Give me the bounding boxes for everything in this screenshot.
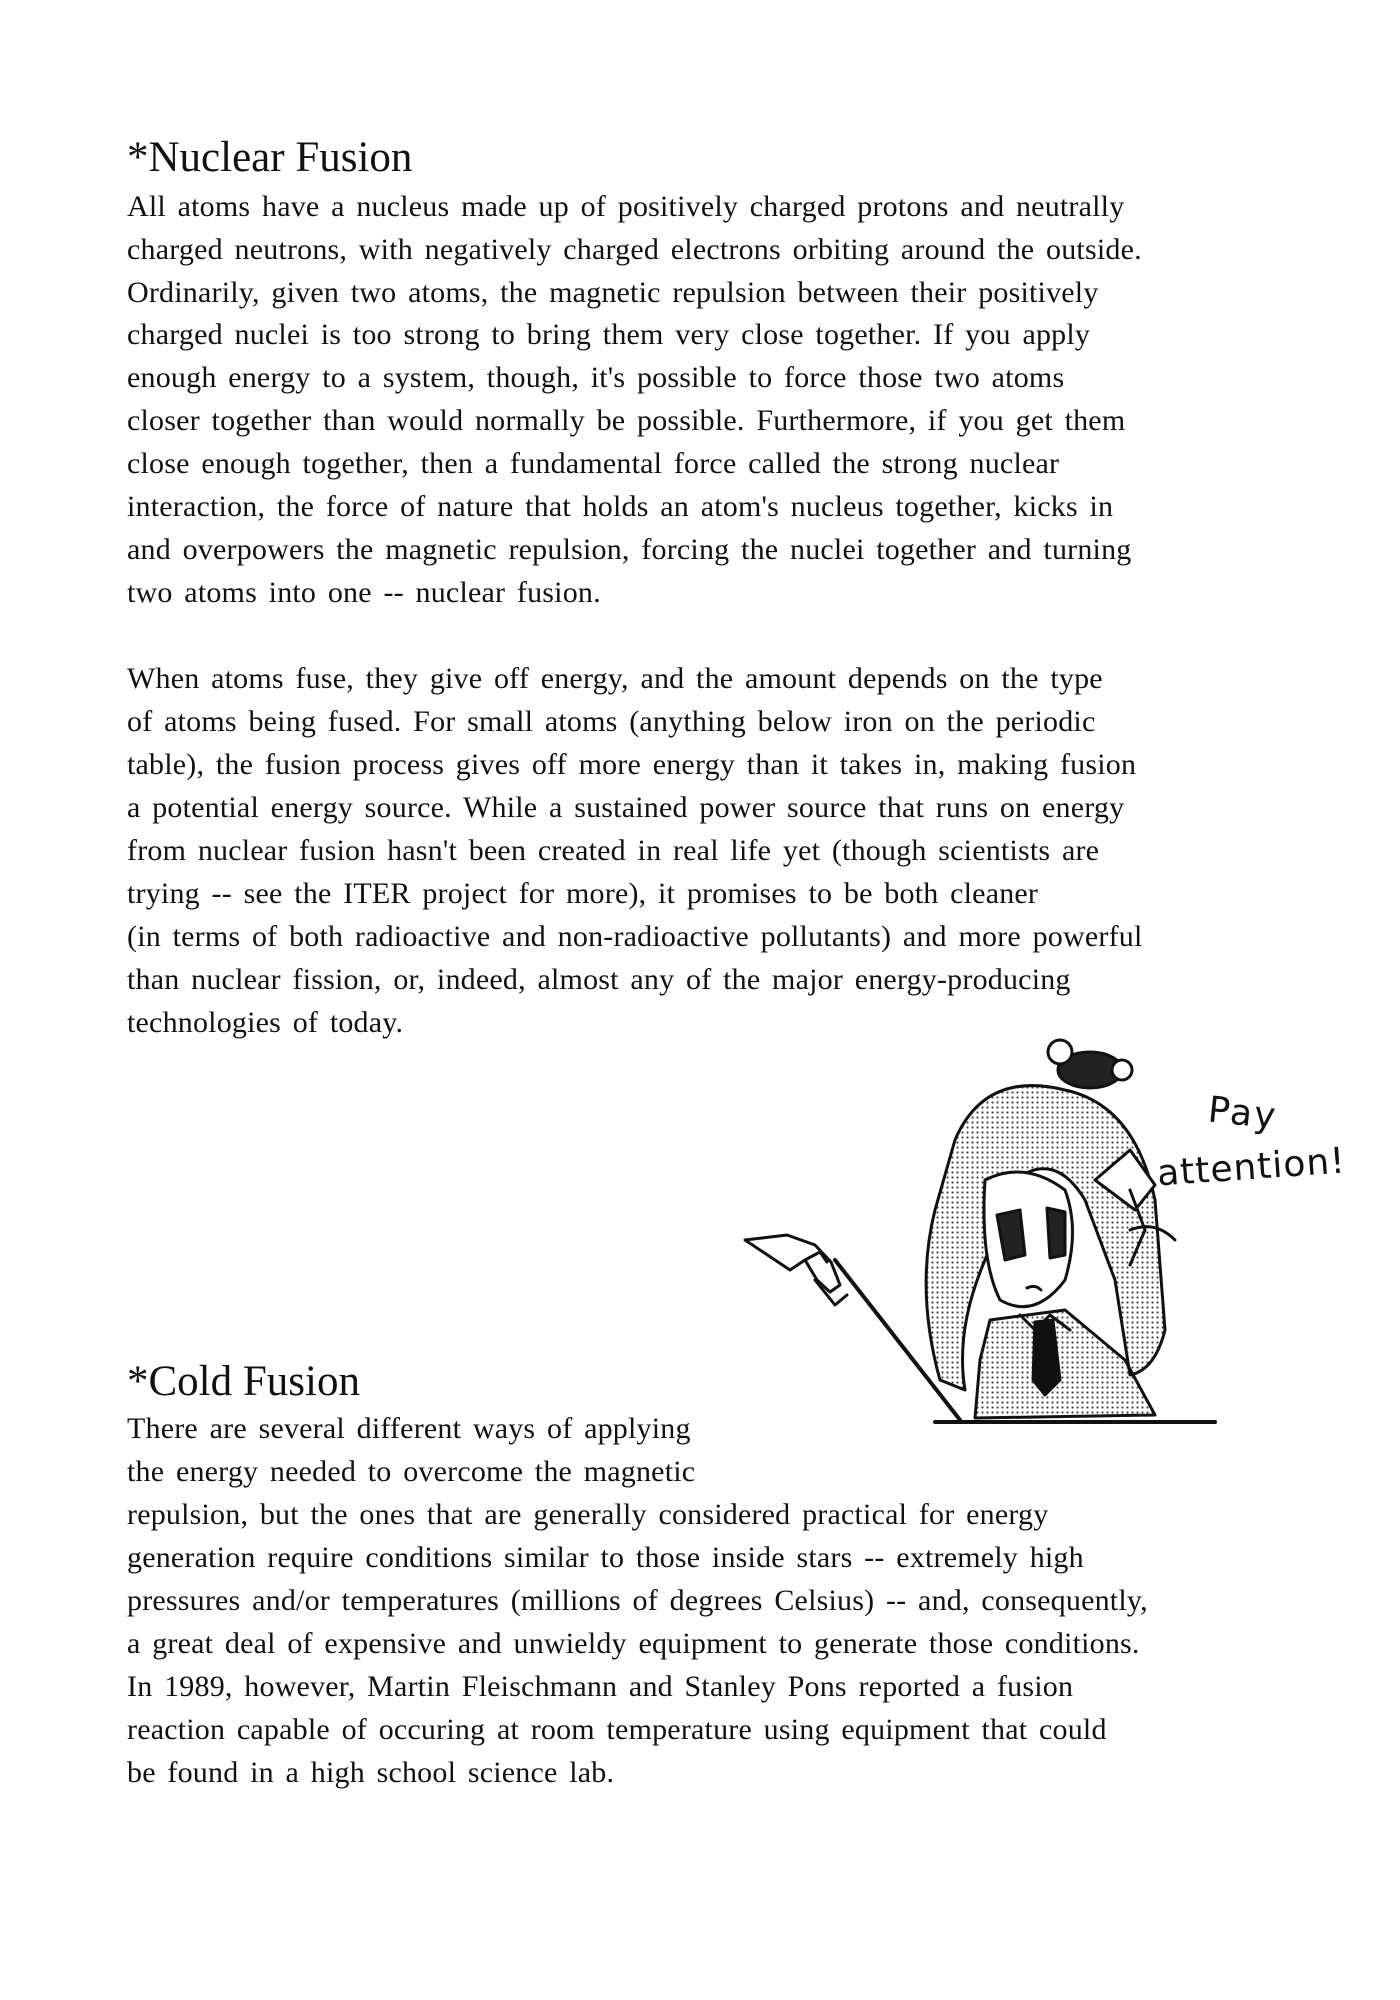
text-line: and overpowers the magnetic repulsion, forcing the nuclei together and turning — [127, 533, 1132, 566]
text-line: be found in a high school science lab. — [127, 1756, 615, 1789]
text-line: from nuclear fusion hasn't been created in real life yet (though scientists are — [127, 834, 1100, 867]
text-line: charged neutrons, with negatively charged electrons orbiting around the outside. — [127, 233, 1142, 266]
text-line: close enough together, then a fundamental force called the strong nuclear — [127, 447, 1060, 480]
text-line: two atoms into one -- nuclear fusion. — [127, 576, 601, 609]
text-line: enough energy to a system, though, it's possible to force those two atoms — [127, 361, 1065, 394]
text-line: There are several different ways of applying — [127, 1412, 691, 1445]
text-line: a great deal of expensive and unwieldy equipment to generate those conditions. — [127, 1627, 1140, 1660]
speech-caption-line2: attention! — [1155, 1140, 1347, 1195]
text-line: the energy needed to overcome the magnetic — [127, 1455, 696, 1488]
text-line: reaction capable of occuring at room temperature using equipment that could — [127, 1713, 1107, 1746]
text-line: a potential energy source. While a sustained power source that runs on energy — [127, 791, 1125, 824]
text-line: All atoms have a nucleus made up of positively charged protons and neutrally — [127, 190, 1125, 223]
text-line: charged nuclei is too strong to bring them very close together. If you apply — [127, 318, 1091, 351]
section-title-nuclear-fusion: *Nuclear Fusion — [127, 134, 413, 181]
text-line: Ordinarily, given two atoms, the magnetic repulsion between their positively — [127, 276, 1099, 309]
text-line: technologies of today. — [127, 1006, 404, 1039]
text-line: generation require conditions similar to those inside stars -- extremely high — [127, 1541, 1084, 1574]
speech-caption-line1: Pay — [1206, 1089, 1280, 1138]
text-line: of atoms being fused. For small atoms (anything below iron on the periodic — [127, 705, 1096, 738]
text-line: In 1989, however, Martin Fleischmann and Stanley Pons reported a fusion — [127, 1670, 1074, 1703]
text-line: (in terms of both radioactive and non-radioactive pollutants) and more powerful — [127, 920, 1143, 953]
text-line: pressures and/or temperatures (millions of degrees Celsius) -- and, consequently, — [127, 1584, 1148, 1617]
text-line: table), the fusion process gives off more energy than it takes in, making fusion — [127, 748, 1137, 781]
text-line: than nuclear fission, or, indeed, almost any of the major energy-producing — [127, 963, 1071, 996]
text-line: interaction, the force of nature that holds an atom's nucleus together, kicks in — [127, 490, 1114, 523]
section-title-cold-fusion: *Cold Fusion — [127, 1358, 360, 1405]
text-line: closer together than would normally be possible. Furthermore, if you get them — [127, 404, 1126, 437]
text-line: When atoms fuse, they give off energy, and the amount depends on the type — [127, 662, 1103, 695]
text-line: trying -- see the ITER project for more), it promises to be both cleaner — [127, 877, 1039, 910]
character-illustration — [735, 1030, 1235, 1450]
text-line: repulsion, but the ones that are generally considered practical for energy — [127, 1498, 1049, 1531]
